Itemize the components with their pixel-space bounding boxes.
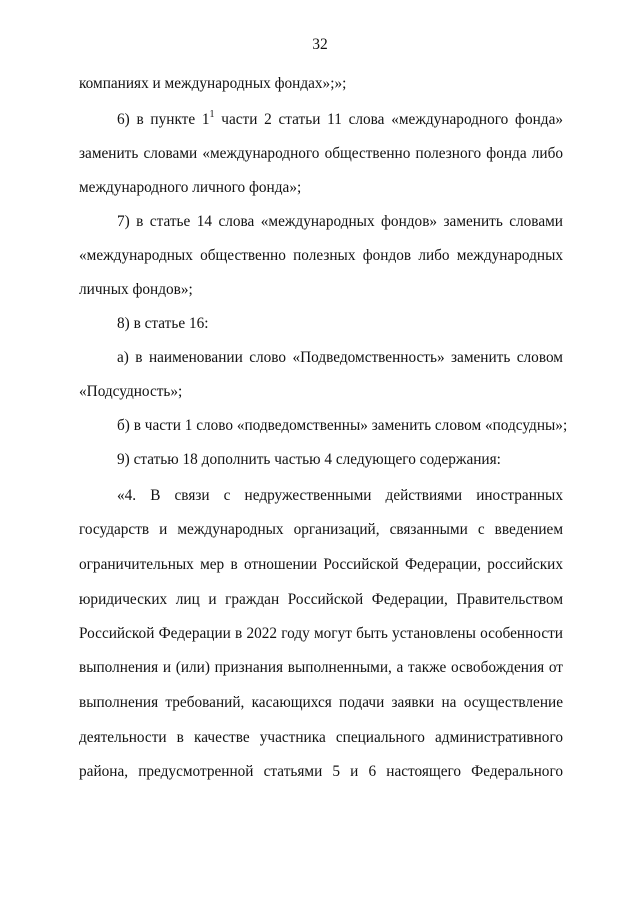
text-line-2-part-a: 6) в пункте 1	[117, 111, 210, 128]
text-line-14: государств и международных организаций, связанными с введением	[79, 521, 563, 538]
text-line-18: выполнения и (или) признания выполненными, а также освобождения от	[79, 659, 563, 676]
superscript: 1	[209, 109, 215, 120]
text-line-20: деятельности в качестве участника специального административного	[79, 729, 563, 746]
text-line-15: ограничительных мер в отношении Российской Федерации, российских	[79, 556, 563, 573]
page-number: 32	[312, 36, 328, 53]
text-line-2-part-b: части 2 статьи 11 слова «международного фонда»	[214, 111, 564, 128]
text-line-6: «международных общественно полезных фондов либо международных	[79, 247, 563, 264]
text-line-8: 8) в статье 16:	[117, 315, 209, 332]
text-line-5: 7) в статье 14 слова «международных фондов» заменить словами	[117, 213, 563, 230]
text-line-17: Российской Федерации в 2022 году могут быть установлены особенности	[79, 625, 563, 642]
text-line-2	[117, 110, 563, 132]
text-line-1: компаниях и международных фондах»;»;	[79, 75, 347, 92]
text-line-21: района, предусмотренной статьями 5 и 6 настоящего Федерального	[79, 763, 563, 780]
text-line-9: а) в наименовании слово «Подведомственность» заменить словом	[117, 349, 563, 366]
text-line-13: «4. В связи с недружественными действиями иностранных	[117, 487, 563, 504]
text-line-11: б) в части 1 слово «подведомственны» заменить словом «подсудны»;	[117, 417, 568, 434]
text-line-4: международного личного фонда»;	[79, 179, 302, 196]
text-line-16: юридических лиц и граждан Российской Федерации, Правительством	[79, 591, 563, 608]
text-line-19: выполнения требований, касающихся подачи заявки на осуществление	[79, 694, 563, 711]
text-line-3: заменить словами «международного общественно полезного фонда либо	[79, 145, 563, 162]
text-line-10: «Подсудность»;	[79, 383, 183, 400]
text-line-12: 9) статью 18 дополнить частью 4 следующего содержания:	[117, 451, 501, 468]
text-line-7: личных фондов»;	[79, 281, 193, 298]
